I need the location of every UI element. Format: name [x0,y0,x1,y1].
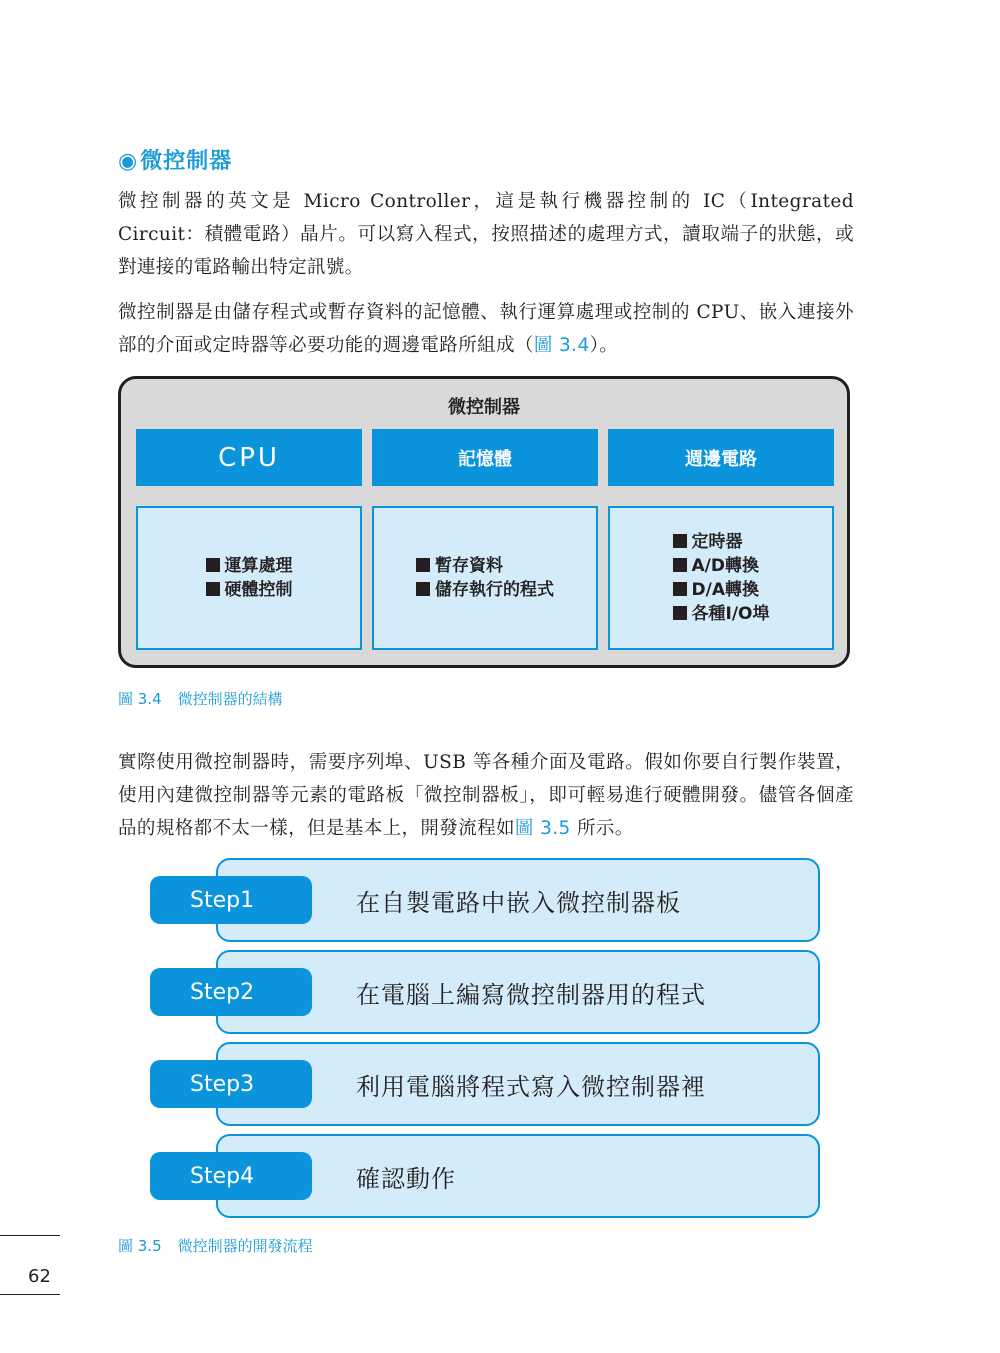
step-row-3 [0,1042,1000,1126]
paragraph-1: 微控制器的英文是 Micro Controller，這是執行機器控制的 IC（Integrated Circuit：積體電路）晶片。可以寫入程式，按照描述的處理方式，讀取端子的狀態，或對連接的電路輸出特定訊號。 [118,191,854,278]
cpu-header: CPU [136,429,362,486]
caption-text: 微控制器的開發流程 [177,1237,313,1255]
figure-3-4-caption [118,688,283,709]
target-bullet-icon: ◉ [118,149,139,174]
list-item: D/A轉換 [673,578,770,602]
step-label: Step1 [150,876,312,924]
step-label: Step2 [150,968,312,1016]
cpu-functions [136,506,362,650]
step-description: 利用電腦將程式寫入微控制器裡 [356,1072,706,1101]
square-bullet-icon [673,582,687,596]
figure-3-5-caption [118,1235,313,1256]
peripheral-header: 週邊電路 [608,429,834,486]
figure-3-5-reference: 圖 3.5 [514,818,571,839]
list-item: 暫存資料 [416,554,554,578]
square-bullet-icon [416,558,430,572]
page-number-rule-bottom [0,1294,60,1295]
list-item: A/D轉換 [673,554,770,578]
memory-functions [372,506,598,650]
paragraph-3-text: 實際使用微控制器時，需要序列埠、USB 等各種介面及電路。假如你要自行製作裝置，使用內建微控制器等元素的電路板「微控制器板」，即可輕易進行硬體開發。儘管各個產品的規格都不太一樣，但是基本上，開發流程如 [118,752,854,839]
section-heading [118,144,232,175]
step-description: 在自製電路中嵌入微控制器板 [356,888,681,917]
step-label: Step4 [150,1152,312,1200]
page-number: 62 [28,1266,51,1287]
paragraph-3 [118,746,854,845]
list-item: 定時器 [673,530,770,554]
step-description: 確認動作 [356,1164,456,1193]
step-description: 在電腦上編寫微控制器用的程式 [356,980,706,1009]
step-row-2 [0,950,1000,1034]
step-row-4 [0,1134,1000,1218]
square-bullet-icon [673,534,687,548]
caption-number: 圖 3.5 [118,1237,162,1255]
list-item: 各種I/O埠 [673,602,770,626]
caption-number: 圖 3.4 [118,690,162,708]
paragraph-3-tail: 所示。 [570,818,634,839]
square-bullet-icon [673,606,687,620]
peripheral-functions [608,506,834,650]
square-bullet-icon [673,558,687,572]
paragraph-2-tail: ）。 [589,335,619,356]
microcontroller-structure-figure [118,376,850,668]
figure-3-4-reference: 圖 3.4 [533,335,590,356]
figure-title: 微控制器 [448,397,520,418]
list-item: 運算處理 [206,554,293,578]
square-bullet-icon [206,558,220,572]
section-title: 微控制器 [140,149,233,174]
memory-header: 記憶體 [372,429,598,486]
step-label: Step3 [150,1060,312,1108]
paragraph-2-text: 微控制器是由儲存程式或暫存資料的記憶體、執行運算處理或控制的 CPU、嵌入連接外部的介面或定時器等必要功能的週邊電路所組成（ [118,302,854,356]
list-item: 儲存執行的程式 [416,578,554,602]
caption-text: 微控制器的結構 [177,690,283,708]
step-row-1 [0,858,1000,942]
square-bullet-icon [206,582,220,596]
page-number-rule-top [0,1235,60,1236]
list-item: 硬體控制 [206,578,293,602]
square-bullet-icon [416,582,430,596]
paragraph-2 [118,296,854,362]
